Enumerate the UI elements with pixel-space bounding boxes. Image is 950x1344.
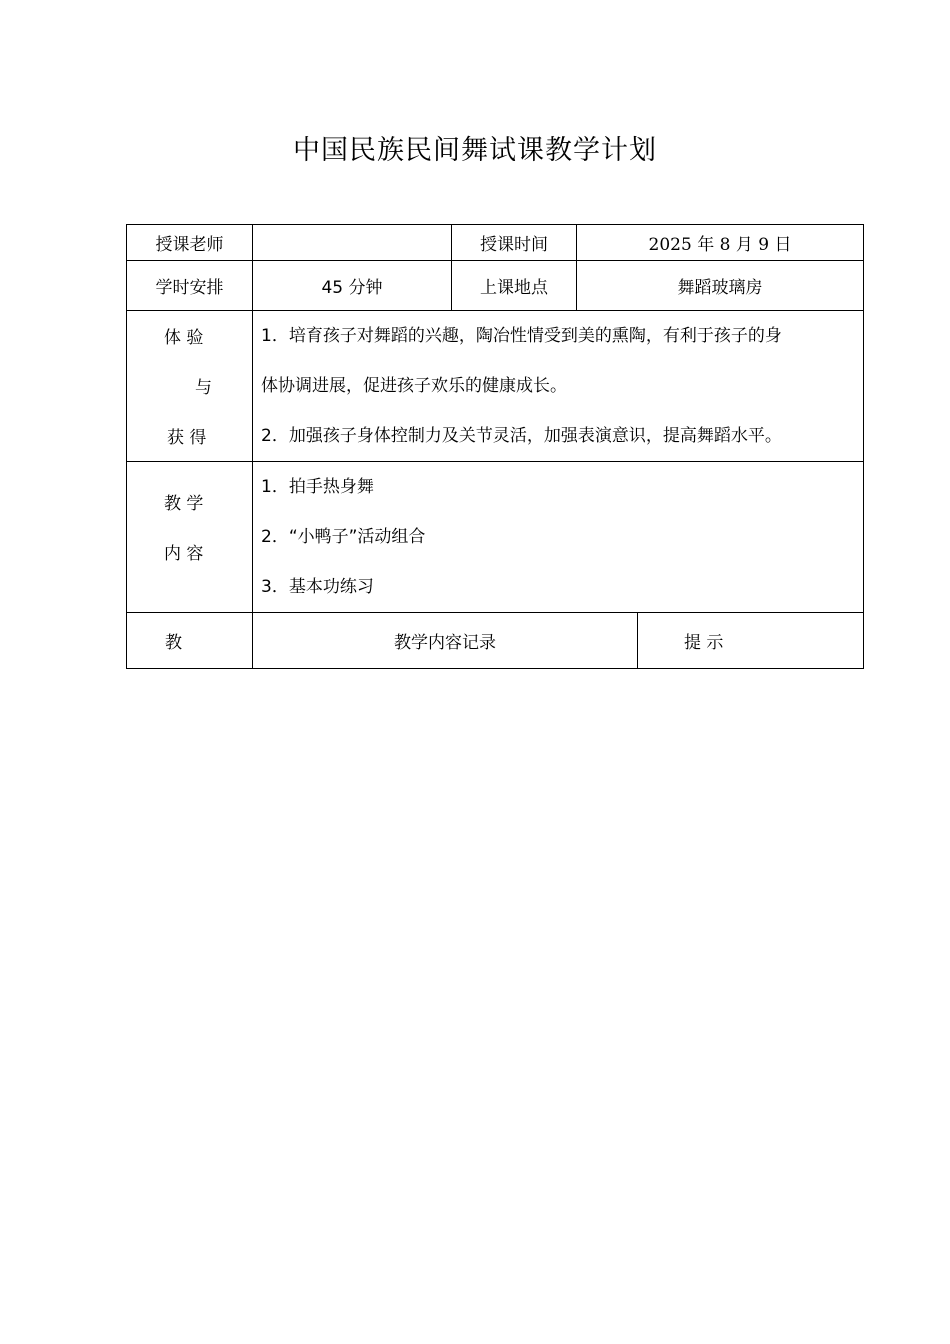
table-row bbox=[127, 613, 864, 669]
experience-line: 2．加强孩子身体控制力及关节灵活，加强表演意识，提高舞蹈水平。 bbox=[261, 426, 782, 446]
content-line: 3．基本功练习 bbox=[261, 577, 374, 597]
teacher-label: 授课老师 bbox=[127, 225, 253, 261]
table-row bbox=[127, 311, 864, 462]
experience-line: 体协调进展，促进孩子欢乐的健康成长。 bbox=[261, 376, 567, 396]
place-label: 上课地点 bbox=[452, 261, 577, 311]
experience-label bbox=[127, 311, 253, 462]
teacher-value bbox=[253, 225, 452, 261]
content-line: 2．“小鸭子”活动组合 bbox=[261, 527, 426, 547]
teaching-content bbox=[253, 462, 864, 613]
record-label: 教学内容记录 bbox=[253, 613, 638, 669]
lesson-plan-table bbox=[126, 224, 864, 669]
teach-label: 教 bbox=[127, 613, 253, 669]
table-row bbox=[127, 261, 864, 311]
hours-value: 45 分钟 bbox=[253, 261, 452, 311]
experience-content bbox=[253, 311, 864, 462]
table-row bbox=[127, 225, 864, 261]
content-label bbox=[127, 462, 253, 613]
content-line: 1．拍手热身舞 bbox=[261, 477, 374, 497]
experience-label-line: 获 得 bbox=[167, 428, 207, 448]
document-title: 中国民族民间舞试课教学计划 bbox=[293, 135, 657, 166]
experience-label-line: 与 bbox=[195, 378, 212, 398]
time-label: 授课时间 bbox=[452, 225, 577, 261]
place-value: 舞蹈玻璃房 bbox=[577, 261, 864, 311]
hours-label: 学时安排 bbox=[127, 261, 253, 311]
tips-label: 提 示 bbox=[638, 613, 864, 669]
table-row bbox=[127, 462, 864, 613]
content-label-line: 教 学 bbox=[164, 494, 204, 514]
content-label-line: 内 容 bbox=[164, 544, 204, 564]
experience-label-line: 体 验 bbox=[164, 328, 204, 348]
experience-line: 1．培育孩子对舞蹈的兴趣，陶冶性情受到美的熏陶，有利于孩子的身 bbox=[261, 326, 782, 346]
time-value: 2025 年 8 月 9 日 bbox=[577, 225, 864, 261]
